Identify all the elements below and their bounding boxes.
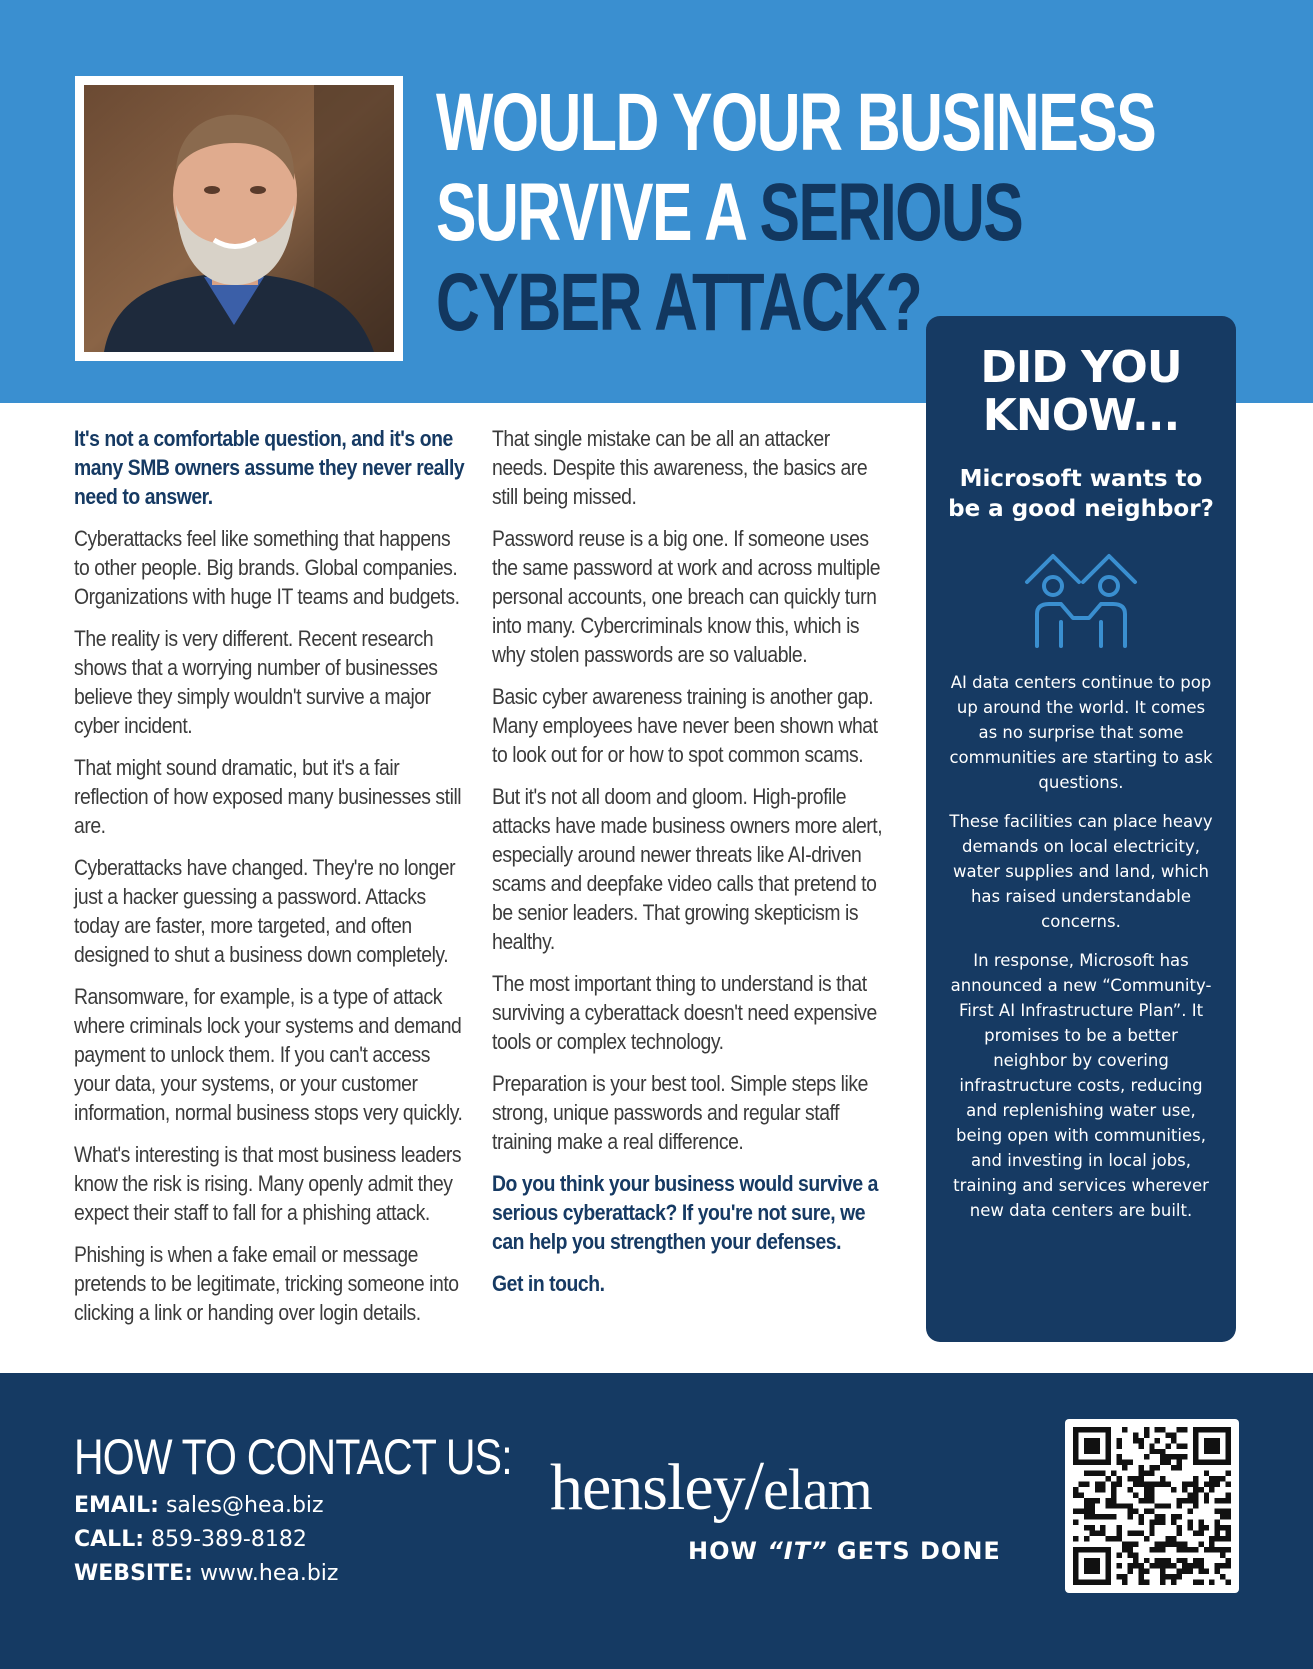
website-label: WEBSITE: <box>74 1561 193 1586</box>
headline-line-3: CYBER ATTACK? <box>436 257 922 348</box>
portrait-photo <box>84 85 394 352</box>
qr-code-icon[interactable] <box>1065 1419 1239 1593</box>
tagline-post: GETS DONE <box>827 1537 1001 1565</box>
website-link[interactable]: www.hea.biz <box>199 1561 339 1586</box>
did-you-know-title <box>948 344 1214 440</box>
brand-part-1: hensley <box>550 1451 745 1524</box>
did-you-know-title-line-2: KNOW... <box>982 390 1180 441</box>
paragraph: Password reuse is a big one. If someone uses the same password at work and across multiple personal accounts, one breach can quickly turn into many. Cybercriminals know this, which is why stolen passwords are so valuable. <box>492 526 881 667</box>
phone-link[interactable]: 859-389-8182 <box>151 1527 307 1552</box>
article-column-1 <box>74 424 469 1340</box>
article-column-2 <box>492 424 887 1311</box>
brand-logo <box>550 1448 1001 1565</box>
contact-heading: HOW TO CONTACT US: <box>74 1429 512 1485</box>
call-to-action: Do you think your business would survive a serious cyberattack? If you're not sure, we can help you strengthen your defenses. <box>492 1171 879 1254</box>
paragraph: Phishing is when a fake email or message pretends to be legitimate, tricking someone into clicking a link or handing over login details. <box>74 1242 459 1325</box>
paragraph: But it's not all doom and gloom. High-profile attacks have made business owners more alert, especially around newer threats like AI-driven scams and deepfake video calls that pretend to be senior leaders. That growing skepticism is healthy. <box>492 784 883 954</box>
brand-wordmark <box>550 1448 980 1526</box>
phone-line <box>74 1523 338 1557</box>
paragraph: Ransomware, for example, is a type of attack where criminals lock your systems and demand payment to unlock them. If you can't access your data, your systems, or your customer information, normal business stops very quickly. <box>74 984 463 1125</box>
did-you-know-paragraph: These facilities can place heavy demands on local electricity, water supplies and land, which has raised understandable concerns. <box>949 812 1213 931</box>
contact-details <box>74 1489 338 1591</box>
paragraph: Cyberattacks feel like something that happens to other people. Big brands. Global companies. Organizations with huge IT teams and budgets. <box>74 526 460 609</box>
paragraph: That might sound dramatic, but it's a fair reflection of how exposed many businesses still are. <box>74 755 462 838</box>
brand-tagline <box>688 1537 1001 1565</box>
email-label: EMAIL: <box>74 1493 159 1518</box>
tagline-pre: HOW <box>688 1537 768 1565</box>
lead-paragraph: It's not a comfortable question, and it's one many SMB owners assume they never really need to answer. <box>74 426 465 509</box>
portrait-photo-icon <box>84 85 394 352</box>
headline-line-1: WOULD YOUR BUSINESS <box>436 77 1156 168</box>
did-you-know-title-line-1: DID YOU <box>980 342 1182 393</box>
page-title <box>436 77 1156 348</box>
paragraph: The reality is very different. Recent research shows that a worrying number of businesses believe they simply wouldn't survive a major cyber incident. <box>74 626 438 738</box>
headline-line-2-dark: SERIOUS <box>759 167 1023 258</box>
did-you-know-subtitle: Microsoft wants to be a good neighbor? <box>948 466 1214 522</box>
tagline-it: “IT” <box>767 1537 828 1565</box>
get-in-touch-link[interactable]: Get in touch. <box>492 1271 605 1296</box>
paragraph: Basic cyber awareness training is another gap. Many employees have never been shown what to look out for or how to spot common scams. <box>492 684 878 767</box>
qr-code-graphic <box>1073 1427 1231 1585</box>
paragraph: Cyberattacks have changed. They're no longer just a hacker guessing a password. Attacks today are faster, more targeted, and often designed to shut a business down completely. <box>74 855 456 967</box>
neighbors-handshake-icon <box>1021 542 1141 652</box>
did-you-know-paragraph: In response, Microsoft has announced a new “Community-First AI Infrastructure Plan”. It promises to be a better neighbor by covering infrastructure costs, reducing and replenishing water use, being open with communities, and investing in local jobs, training and services wherever new data centers are built. <box>950 951 1212 1220</box>
paragraph: What's interesting is that most business leaders know the risk is rising. Many openly admit they expect their staff to fall for a phishing attack. <box>74 1142 462 1225</box>
did-you-know-paragraph: AI data centers continue to pop up around the world. It comes as no surprise that some communities are starting to ask questions. <box>949 673 1213 792</box>
paragraph: The most important thing to understand is that surviving a cyberattack doesn't need expensive tools or complex technology. <box>492 971 877 1054</box>
footer <box>0 1373 1313 1669</box>
portrait-photo-frame <box>75 76 403 361</box>
email-link[interactable]: sales@hea.biz <box>165 1493 324 1518</box>
call-label: CALL: <box>74 1527 145 1552</box>
headline-line-2-light: SURVIVE A <box>436 167 760 258</box>
paragraph: Preparation is your best tool. Simple steps like strong, unique passwords and regular staff training make a real difference. <box>492 1071 868 1154</box>
did-you-know-panel <box>926 316 1236 1342</box>
paragraph: That single mistake can be all an attacker needs. Despite this awareness, the basics are still being missed. <box>492 426 868 509</box>
brand-slash: / <box>744 1448 764 1525</box>
website-line <box>74 1557 338 1591</box>
brand-part-2: elam <box>763 1457 872 1522</box>
email-line <box>74 1489 338 1523</box>
